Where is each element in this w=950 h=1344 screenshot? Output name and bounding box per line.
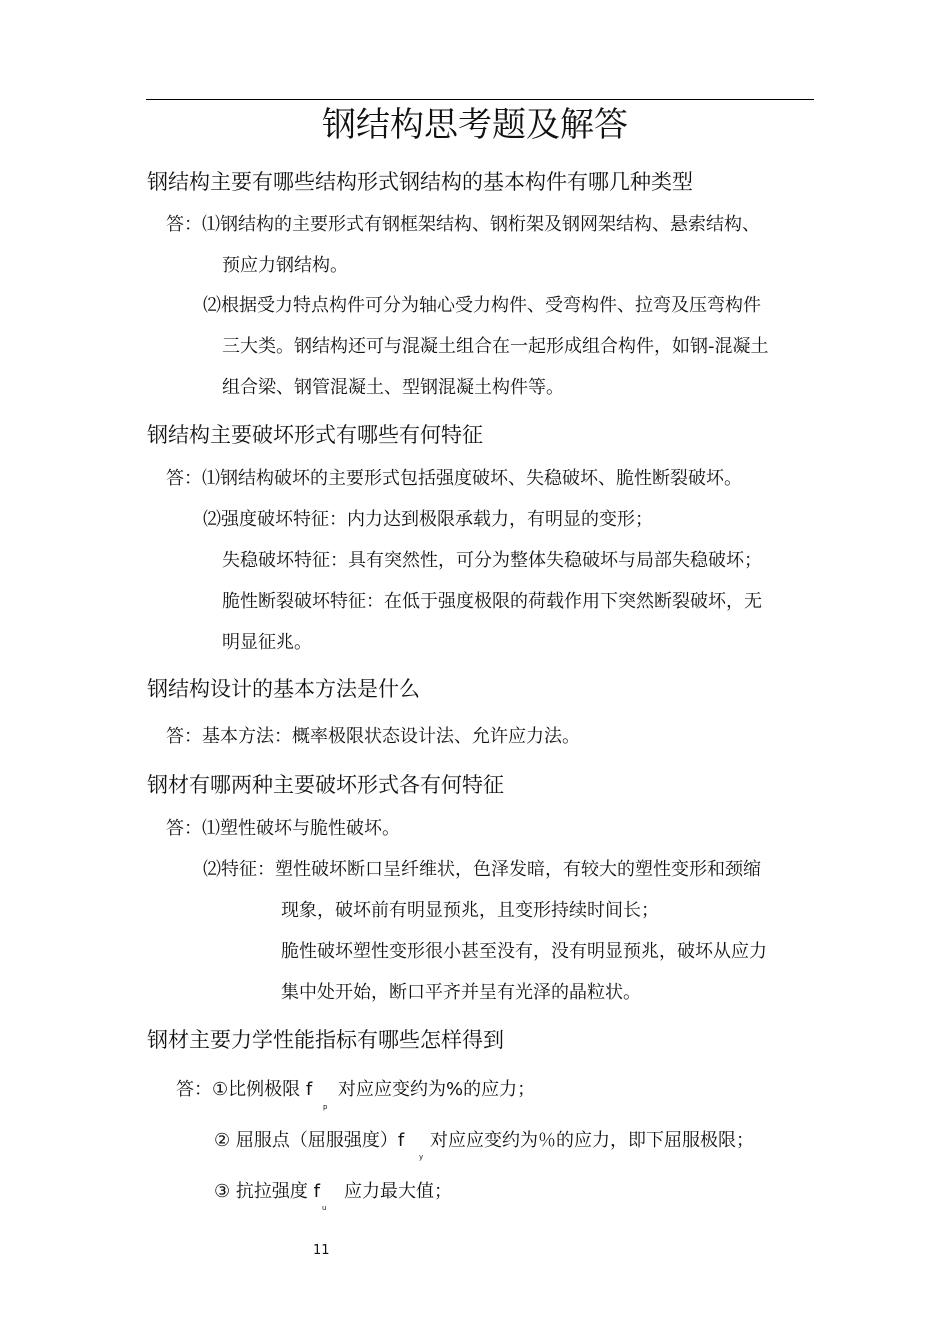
question-heading: 钢结构主要有哪些结构形式钢结构的基本构件有哪几种类型 — [147, 170, 693, 194]
answer-line: 三大类。钢结构还可与混凝土组合在一起形成组合构件，如钢-混凝土 — [222, 336, 769, 357]
answer-line: 答：①比例极限 f — [176, 1079, 313, 1100]
answer-line: 现象，破坏前有明显预兆，且变形持续时间长； — [281, 900, 659, 921]
answer-line: 答：基本方法：概率极限状态设计法、允许应力法。 — [166, 726, 580, 747]
answer-line: ⑵根据受力特点构件可分为轴心受力构件、受弯构件、拉弯及压弯构件 — [203, 295, 761, 316]
page-number: 11 — [313, 1243, 330, 1258]
answer-line: ⑵特征：塑性破坏断口呈纤维状，色泽发暗，有较大的塑性变形和颈缩 — [203, 859, 761, 880]
question-heading: 钢结构设计的基本方法是什么 — [147, 677, 420, 701]
answer-line: 应力最大值； — [344, 1181, 452, 1202]
question-heading: 钢材主要力学性能指标有哪些怎样得到 — [147, 1028, 504, 1052]
answer-line: 答：⑴钢结构破坏的主要形式包括强度破坏、失稳破坏、脆性断裂破坏。 — [166, 468, 742, 489]
answer-line: 对应应变约为％的应力，即下屈服极限； — [430, 1130, 754, 1151]
answer-line: 答：⑴塑性破坏与脆性破坏。 — [166, 818, 400, 839]
subscript: u — [322, 1204, 327, 1212]
answer-line: 脆性破坏塑性变形很小甚至没有，没有明显预兆，破坏从应力 — [281, 941, 767, 962]
answer-line: ⑵强度破坏特征：内力达到极限承载力，有明显的变形； — [203, 509, 653, 530]
answer-line: ② 屈服点（屈服强度）f — [214, 1130, 405, 1151]
subscript: y — [419, 1153, 424, 1161]
header-rule — [146, 99, 814, 100]
answer-line: 脆性断裂破坏特征：在低于强度极限的荷载作用下突然断裂破坏，无 — [222, 591, 762, 612]
answer-line: 对应应变约为%的应力； — [338, 1079, 536, 1100]
answer-line: 答：⑴钢结构的主要形式有钢框架结构、钢桁架及钢网架结构、悬索结构、 — [166, 214, 760, 235]
answer-line: 明显征兆。 — [222, 632, 312, 653]
subscript: p — [323, 1103, 328, 1111]
answer-line: ③ 抗拉强度 f — [214, 1181, 320, 1202]
question-heading: 钢结构主要破坏形式有哪些有何特征 — [147, 423, 483, 447]
answer-line: 预应力钢结构。 — [222, 255, 348, 276]
question-heading: 钢材有哪两种主要破坏形式各有何特征 — [147, 773, 504, 797]
answer-line: 集中处开始，断口平齐并呈有光泽的晶粒状。 — [281, 982, 641, 1003]
page-title: 钢结构思考题及解答 — [322, 105, 628, 145]
answer-line: 组合梁、钢管混凝土、型钢混凝土构件等。 — [222, 377, 564, 398]
answer-line: 失稳破坏特征：具有突然性，可分为整体失稳破坏与局部失稳破坏； — [222, 550, 762, 571]
